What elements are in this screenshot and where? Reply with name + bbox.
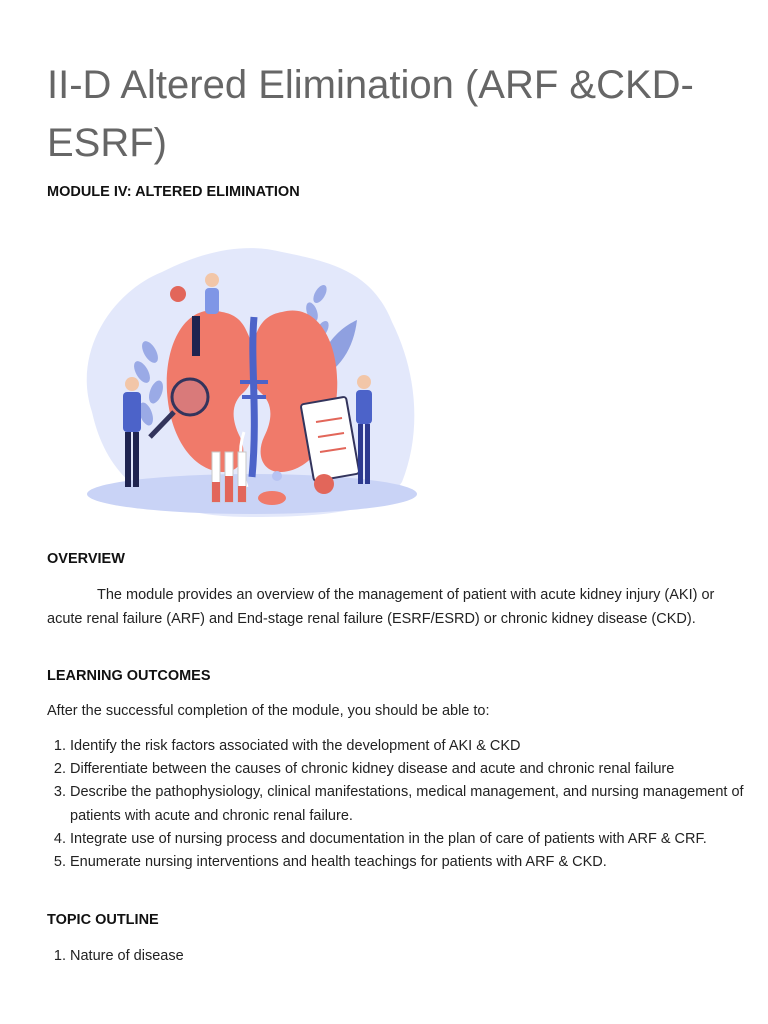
list-item: 1. Nature of disease [70, 945, 750, 968]
list-item: 3. Describe the pathophysiology, clinical manifestations, medical management, and nursing management of patients with acute and chronic renal failure. [70, 781, 750, 827]
pill-dish [258, 491, 286, 505]
test-tubes [212, 452, 246, 502]
magnifier [172, 379, 208, 415]
list-item: 5. Enumerate nursing interventions and health teachings for patients with ARF & CKD. [70, 851, 750, 874]
overview-heading: OVERVIEW [47, 551, 125, 567]
learning-outcomes-heading: LEARNING OUTCOMES [47, 668, 211, 684]
overview-text: The module provides an overview of the management of patient with acute kidney injury (AKI) or acute renal failure (ARF) and End-stage renal failure (ESRF/ESRD) or chronic kidney disease (CKD). [47, 587, 715, 627]
learning-outcomes-intro: After the successful completion of the module, you should be able to: [47, 703, 490, 719]
pill-icon [170, 286, 186, 302]
list-item: 4. Integrate use of nursing process and documentation in the plan of care of patients with ARF & CRF. [70, 828, 750, 851]
learning-outcomes-list [47, 735, 750, 874]
module-heading: MODULE IV: ALTERED ELIMINATION [47, 184, 300, 200]
pill-bottom [314, 474, 334, 494]
topic-outline-list [47, 945, 750, 968]
page-title: II-D Altered Elimination (ARF &CKD-ESRF) [47, 63, 694, 165]
topic-outline-heading: TOPIC OUTLINE [47, 912, 159, 928]
list-item: 2. Differentiate between the causes of chronic kidney disease and acute and chronic renal failure [70, 758, 750, 781]
capsule [272, 471, 282, 481]
list-item: 1. Identify the risk factors associated with the development of AKI & CKD [70, 735, 750, 758]
kidney-illustration [72, 232, 432, 522]
